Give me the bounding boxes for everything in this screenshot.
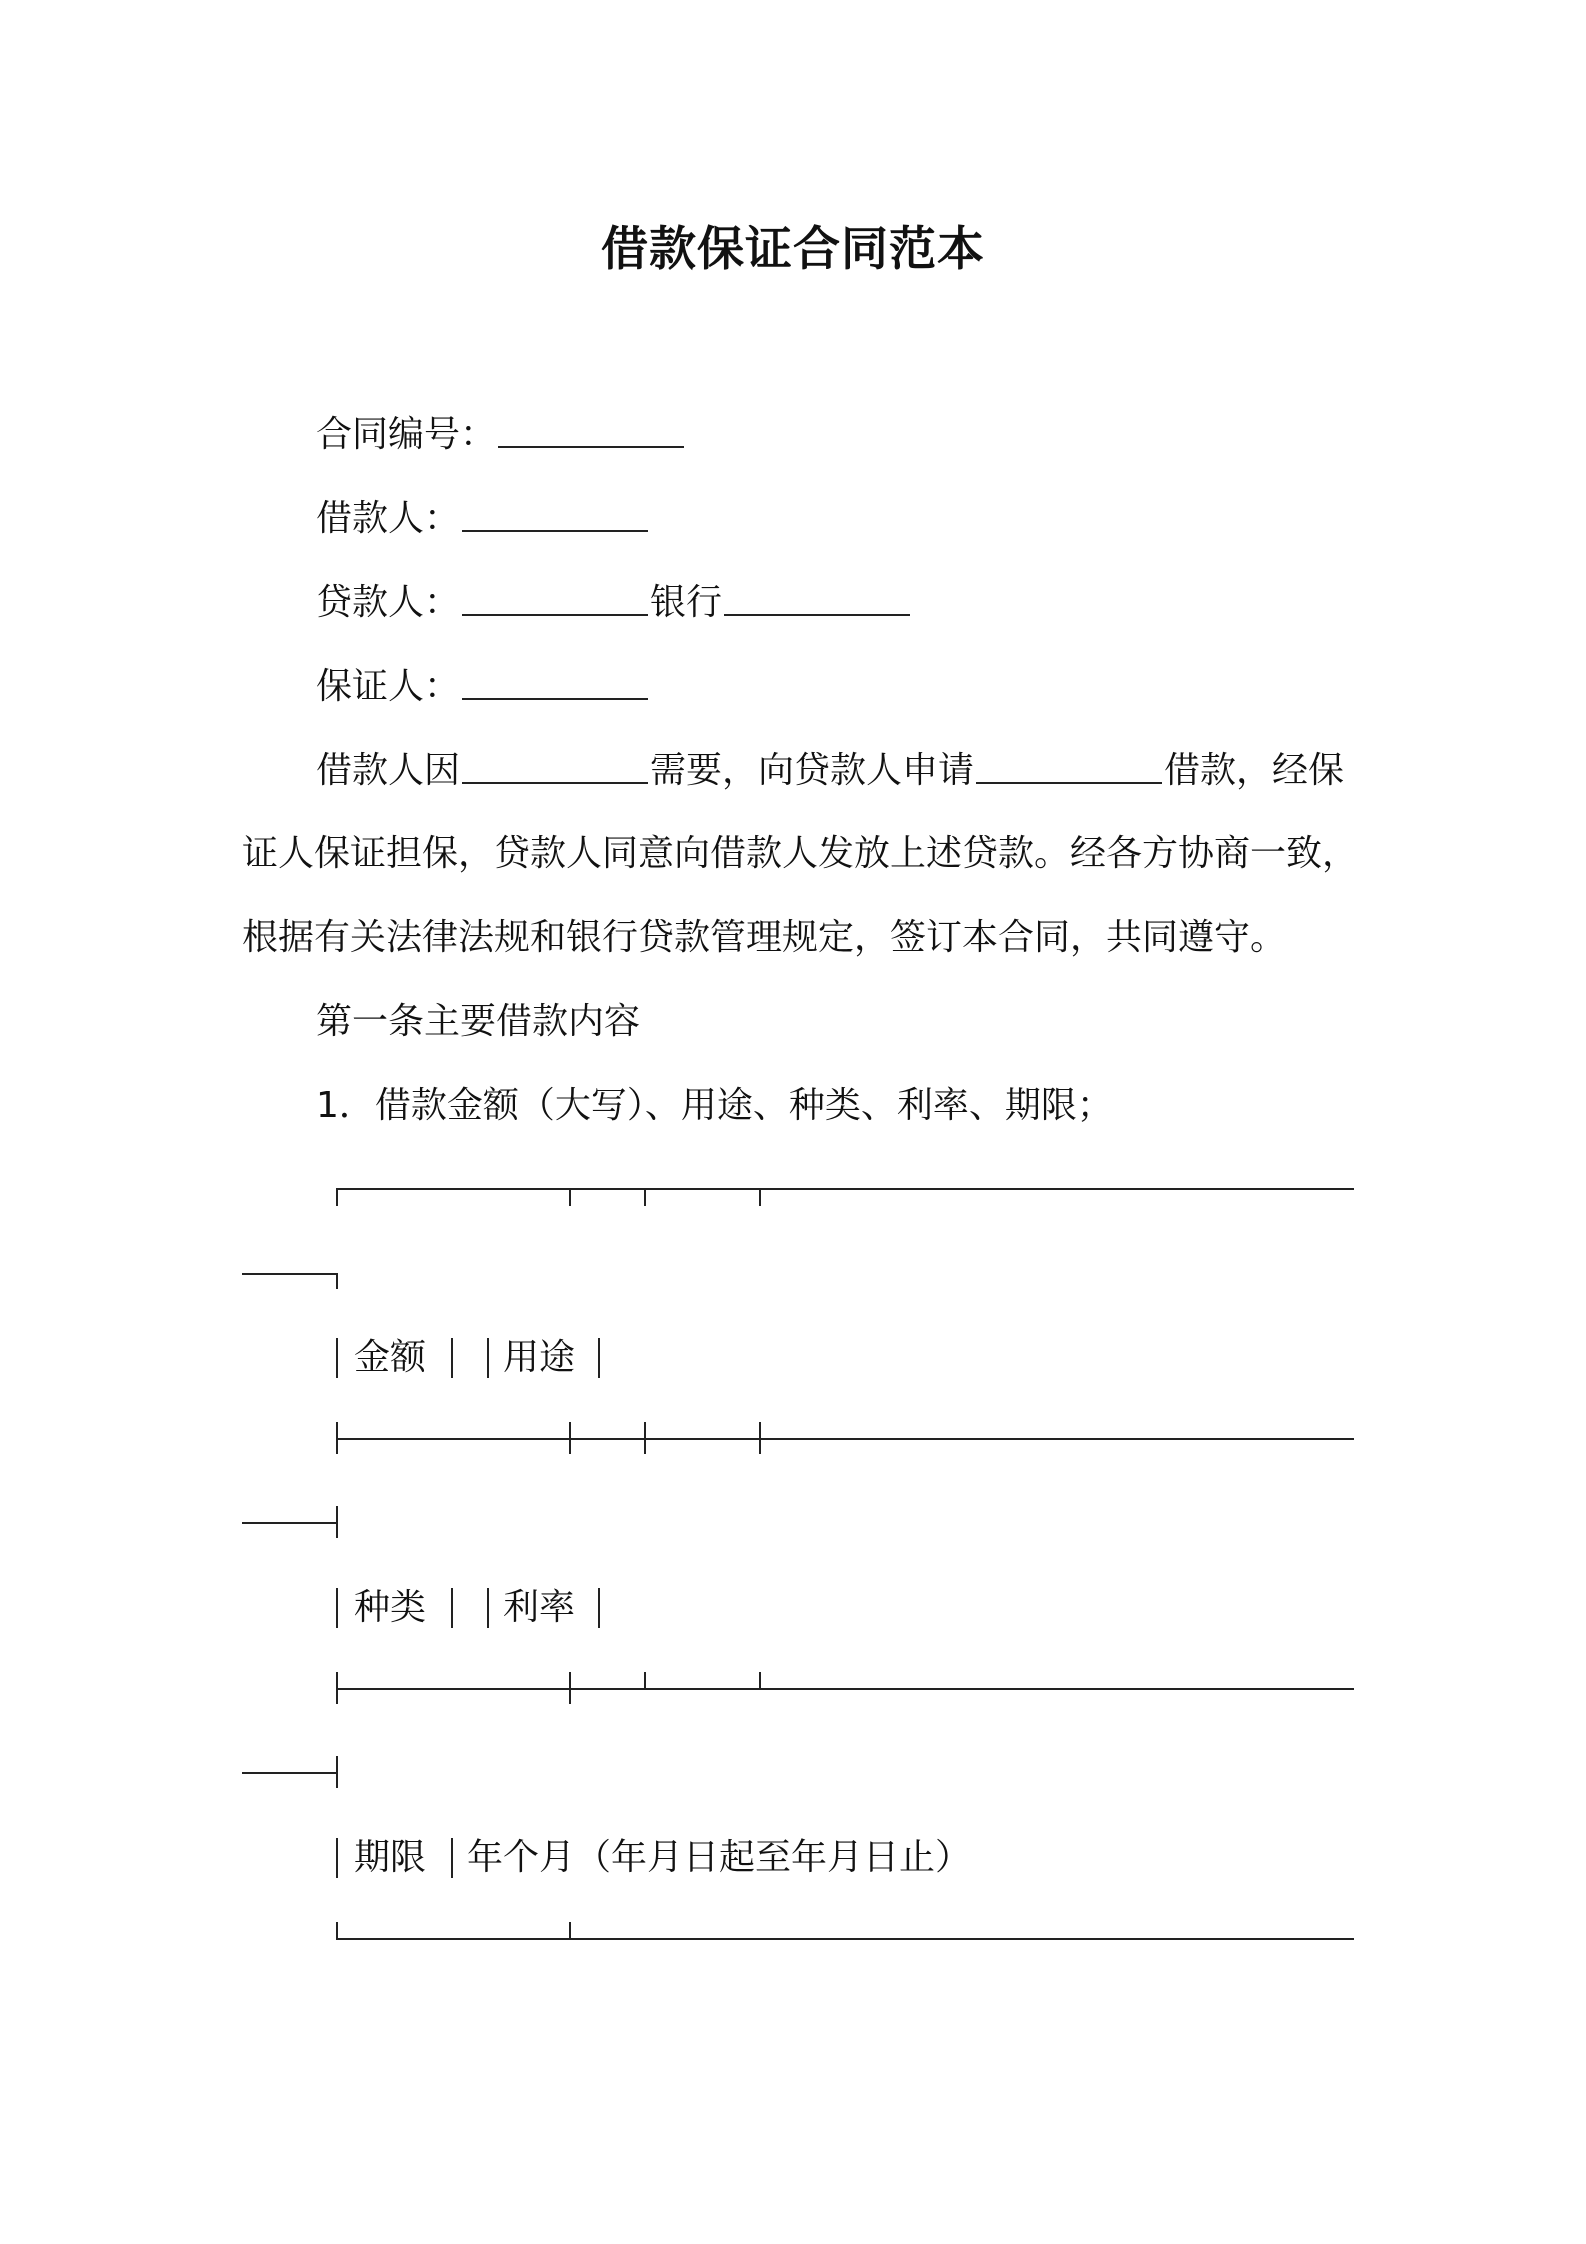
table-cell: 年个月（年月日起至年月日止） [467,1837,972,1878]
table-corner [336,1273,338,1289]
field-borrower [316,492,650,545]
table-wrap-line [242,1273,336,1275]
blank-line[interactable] [462,662,648,700]
paragraph-text: 需要，向贷款人申请 [650,750,975,791]
field-contract-number [316,408,686,461]
table-joint [569,1422,571,1454]
table-corner [336,1188,338,1206]
table-row-separator [336,1438,1354,1440]
table-tick [759,1188,761,1206]
table-cell-border [451,1838,453,1878]
paragraph-line-3: 根据有关法律法规和银行贷款管理规定，签订本合同，共同遵守。 [242,917,1287,958]
table-wrap-line [242,1772,336,1774]
table-joint [759,1422,761,1454]
blank-line[interactable] [724,578,910,616]
field-lender [316,576,912,629]
item-1: 1．借款金额（大写）、用途、种类、利率、期限； [316,1085,1113,1126]
table-corner [336,1922,338,1938]
table-joint [644,1672,646,1688]
table-cell: 金额 [354,1337,427,1378]
table-joint [644,1422,646,1454]
paragraph-text: 借款，经保 [1164,750,1345,791]
section-heading: 第一条主要借款内容 [316,1001,641,1042]
document-title: 借款保证合同范本 [601,222,985,277]
field-label: 贷款人： [316,582,461,623]
table-bottom-border [336,1938,1354,1940]
table-cell: 种类 [354,1587,427,1628]
field-label: 保证人： [316,666,461,707]
paragraph-line-1 [316,744,1344,797]
table-cell: 利率 [503,1587,576,1628]
table-joint [569,1672,571,1704]
table-cell-border [487,1588,489,1628]
paragraph-text: 借款人因 [316,750,461,791]
table-cell-border [487,1338,489,1378]
blank-line[interactable] [462,746,648,784]
table-wrap-line [242,1522,336,1524]
blank-line[interactable] [462,494,648,532]
table-cell: 用途 [503,1337,576,1378]
table-joint [336,1672,338,1704]
table-cell-border [336,1338,338,1378]
table-top-border [336,1188,1354,1190]
table-tick [644,1188,646,1206]
blank-line[interactable] [462,578,648,616]
blank-line[interactable] [498,410,684,448]
table-tick [569,1922,571,1938]
table-cell-border [336,1838,338,1878]
table-cell-border [336,1588,338,1628]
field-label: 借款人： [316,498,461,539]
table-joint [759,1672,761,1688]
table-cell-border [451,1338,453,1378]
paragraph-line-2: 证人保证担保，贷款人同意向借款人发放上述贷款。经各方协商一致， [242,833,1359,874]
table-cell-border [451,1588,453,1628]
table-joint [336,1506,338,1538]
table-tick [569,1188,571,1206]
table-row-separator [336,1688,1354,1690]
table-cell: 期限 [354,1837,427,1878]
field-label: 合同编号： [316,414,497,455]
blank-line[interactable] [976,746,1162,784]
table-joint [336,1422,338,1454]
field-mid-label: 银行 [650,582,723,623]
table-cell-border [598,1338,600,1378]
field-guarantor [316,660,650,713]
table-joint [336,1756,338,1788]
table-cell-border [598,1588,600,1628]
